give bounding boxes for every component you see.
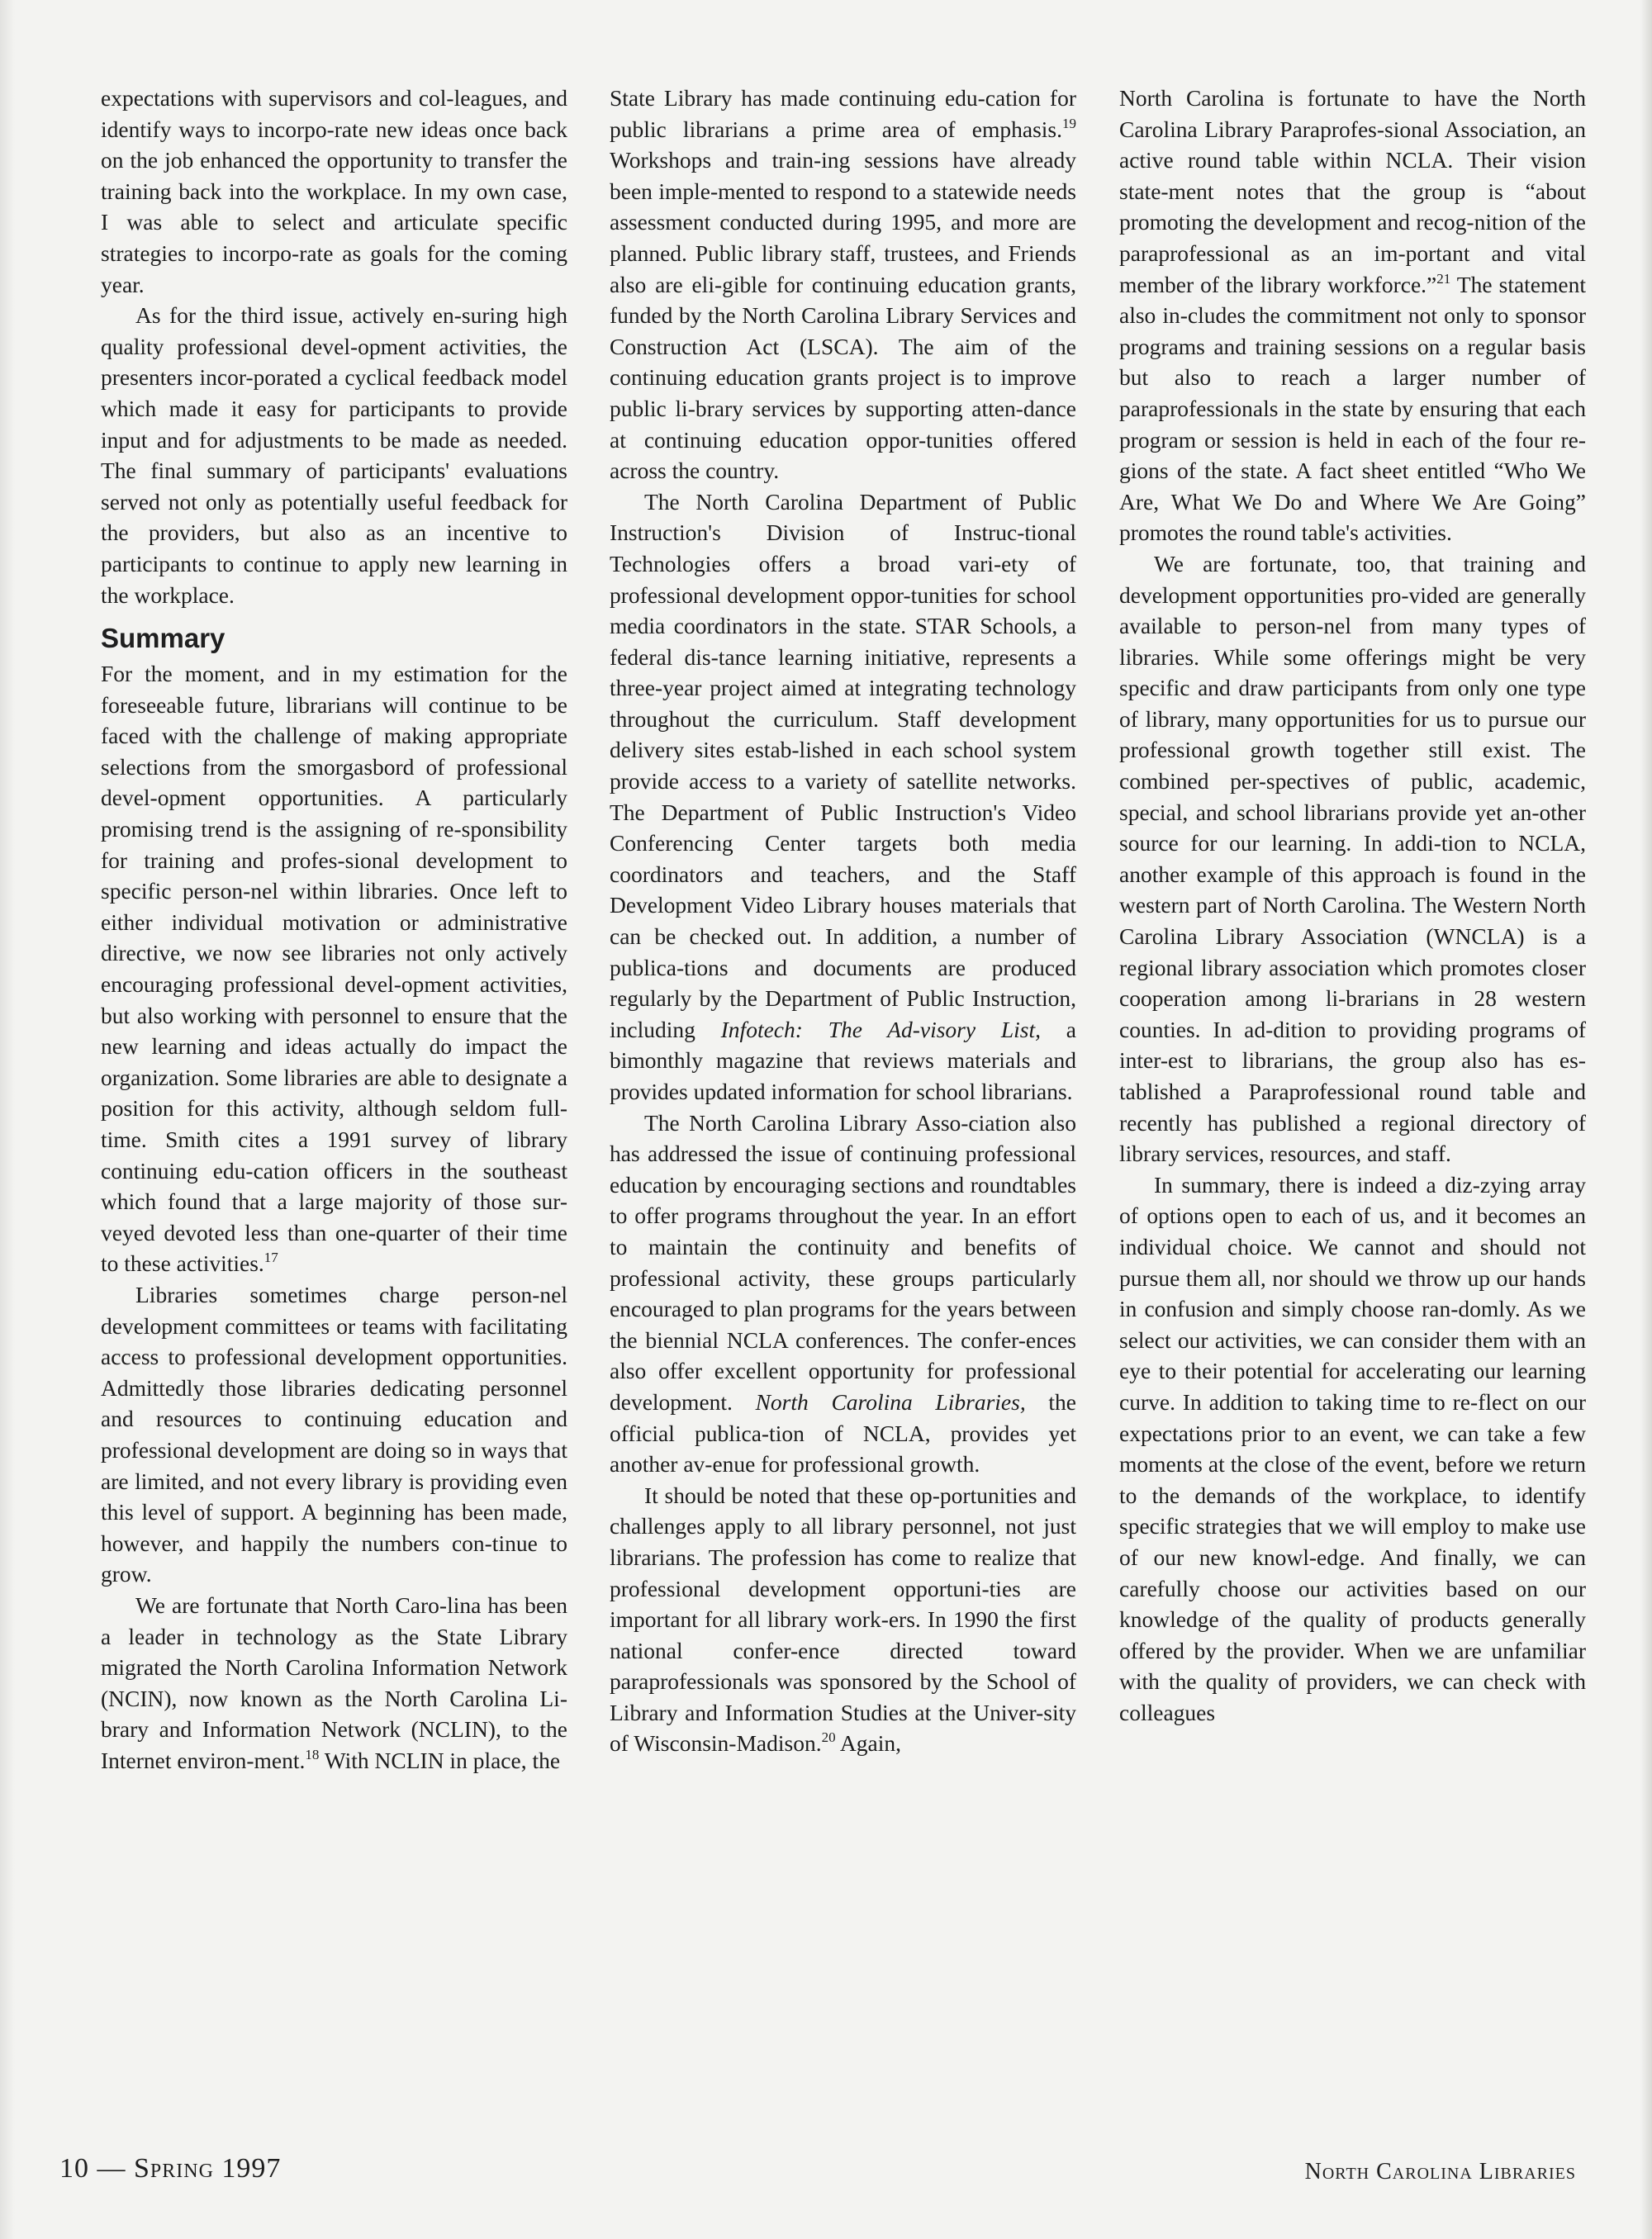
paragraph-text: The North Carolina Department of Public Instruction's Division of Instruc-tional Technologies offers a broad vari-ety of professional development oppor-tunities for school media coordinators in the state. STAR Schools, a federal dis-tance learning initiative, represents a three-year project aimed at integrating technology throughout the curriculum. Staff development delivery sites estab-lished in each school system provide access to a variety of satellite networks. The Department of Public Instruction's Video Conferencing Center targets both media coordinators and teachers, and the Staff Development Video Library houses materials that can be checked out. In addition, a number of publica-tions and documents are produced regularly by the Department of Public Instruction, including [610,488,1076,1042]
paragraph [610,83,1076,486]
paragraph-text: Again, [835,1730,902,1757]
paragraph: In summary, there is indeed a diz-zying array of options open to each of us, and it becomes an individual choice. We cannot and should not pursue them all, nor should we throw up our hands in confusion and simply choose ran-domly. As we select our activities, we can consider them with an eye to their potential for accelerating our learning curve. In addition to taking time to re-flect on our expectations prior to an event, we can take a few moments at the close of the event, before we return to the demands of the workplace, to identify specific strategies that we will employ to make use of our new knowl-edge. And finally, we can carefully choose our activities based on our knowledge of the quality of products generally offered by the provider. When we are unfamiliar with the quality of providers, we can check with colleagues [1119,1171,1586,1725]
paragraph [101,1590,567,1776]
paragraph [610,1108,1076,1480]
text-column-2 [610,83,1076,1759]
journal-title: North Carolina Libraries [1304,2159,1576,2184]
page-edge-shadow [0,0,15,2239]
paragraph-text: The North Carolina Library Asso-ciation also has addressed the issue of continuing professional education by encouraging sections and roundtables to offer programs throughout the year. In an effort to maintain the continuity and benefits of professional activity, these groups particularly encouraged to plan programs for the years between the biennial NCLA conferences. The confer-ences also offer excellent opportunity for professional development. [610,1109,1076,1415]
publication-title: Infotech: The Ad-visory List, [720,1016,1042,1042]
paragraph-text: Workshops and train-ing sessions have already been imple-mented to respond to a statewide needs assessment conducted during 1995, and more are planned. Public library staff, trustees, and Friends also are eli-gible for continuing education grants, funded by the North Carolina Library Services and Construction Act (LSCA). The aim of the continuing education grants project is to improve public li-brary services by supporting atten-dance at continuing education oppor-tunities offered across the country. [610,147,1076,484]
paragraph-text: With NCLIN in place, the [319,1747,561,1773]
text-column-1 [101,83,567,1776]
footnote-ref: 18 [305,1746,320,1762]
footnote-ref: 17 [263,1250,278,1266]
footnote-ref: 20 [821,1729,836,1746]
issue-season: Spring [134,2153,214,2184]
paragraph: Libraries sometimes charge person-nel development committees or teams with facilitating access to professional development opportunities. Admittedly those libraries dedicating personnel and resources to continuing education and professional development are doing so in ways that are limited, and not every library is providing even this level of support. A beginning has been made, however, and happily the numbers con-tinue to grow. [101,1281,567,1587]
footnote-ref: 19 [1062,115,1076,131]
paragraph-text: North Carolina is fortunate to have the North Carolina Library Paraprofes-sional Association, an active round table within NCLA. Their vision state-ment notes that the group is “about promoting the development and recog-nition of the paraprofessional as an im-portant and vital member of the library workforce.” [1119,85,1586,297]
paragraph-text: We are fortunate that North Caro-lina has been a leader in technology as the State Library migrated the North Carolina Information Network (NCIN), now known as the North Carolina Li-brary and Information Network (NCLIN), to the Internet environ-ment. [101,1591,567,1773]
paragraph-text: a bimonthly magazine that reviews materials and provides updated information for school librarians. [610,1016,1076,1104]
paragraph [1119,83,1586,548]
paragraph-text: For the moment, and in my estimation for the foreseeable future, librarians will continue to be faced with the challenge of making appropriate selections from the smorgasbord of professional devel-opment opportunities. A particularly promising trend is the assigning of re-sponsibility for training and profes-sional development to specific person-nel within libraries. Once left to either individual motivation or administrative directive, we now see libraries not only actively encouraging professional devel-opment activities, but also working with personnel to ensure that the new learning and ideas actually do impact the organization. Some libraries are able to designate a position for this activity, although seldom full-time. Smith cites a 1991 survey of library continuing edu-cation officers in the southeast which found that a large majority of those sur-veyed devoted less than one-quarter of their time to these activities. [101,661,567,1277]
paragraph-text: The statement also in-cludes the commitment not only to sponsor programs and training sessions on a regular basis but also to reach a larger number of paraprofessionals in the state by ensuring that each program or session is held in each of the four re-gions of the state. A fact sheet entitled “Who We Are, What We Do and Where We Are Going” promotes the round table's activities. [1119,271,1586,546]
paragraph-text: State Library has made continuing edu-cation for public librarians a prime area of emphasis. [610,85,1076,142]
paragraph [101,658,567,1279]
paragraph-text: It should be noted that these op-portunities and challenges apply to all library personnel, not just librarians. The profession has come to realize that professional development opportuni-ties are important for all library work-ers. In 1990 the first national confer-ence directed toward paraprofessionals was sponsored by the School of Library and Information Studies at the Univer-sity of Wisconsin-Madison. [610,1482,1076,1757]
page-edge-shadow-right [1640,0,1652,2239]
page-footer-folio [59,2153,281,2184]
footnote-ref: 21 [1436,270,1451,287]
text-column-3 [1119,83,1586,1728]
paragraph-text: the official publica-tion of NCLA, provides yet another av-enue for professional growth. [610,1388,1076,1478]
paragraph: As for the third issue, actively en-suring high quality professional devel-opment activities, the presenters incor-porated a cyclical feedback model which made it easy for participants to provide input and for adjustments to be made as needed. The final summary of participants' evaluations served not only as potentially useful feedback for the providers, but also as an incentive to participants to continue to apply new learning in the workplace. [101,302,567,608]
paragraph: expectations with supervisors and col-leagues, and identify ways to incorpo-rate new ideas once back on the job enhanced the opportunity to transfer the training back into the workplace. In my own case, I was able to select and articulate specific strategies to incorpo-rate as goals for the coming year. [101,85,567,297]
paragraph [610,1480,1076,1759]
paragraph: We are fortunate, too, that training and development opportunities pro-vided are generally available to person-nel from many types of libraries. While some offerings might be very specific and draw participants from only one type of library, many opportunities for us to pursue our professional growth together still exist. The combined per-spectives of public, academic, special, and school librarians provide yet an-other source for our learning. In addi-tion to NCLA, another example of this approach is found in the western part of North Carolina. The Western North Carolina Library Association (WNCLA) is a regional library association which promotes closer cooperation among li-brarians in 28 western counties. In ad-dition to providing programs of inter-est to librarians, the group also has es-tablished a Paraprofessional round table and recently has published a regional directory of library services, resources, and staff. [1119,550,1586,1167]
paragraph [610,486,1076,1108]
section-heading-summary: Summary [101,623,225,654]
issue-year: 1997 [213,2153,282,2184]
page-number: 10 [59,2153,89,2184]
footer-dash: — [89,2153,134,2184]
publication-title: North Carolina Libraries, [755,1388,1026,1415]
